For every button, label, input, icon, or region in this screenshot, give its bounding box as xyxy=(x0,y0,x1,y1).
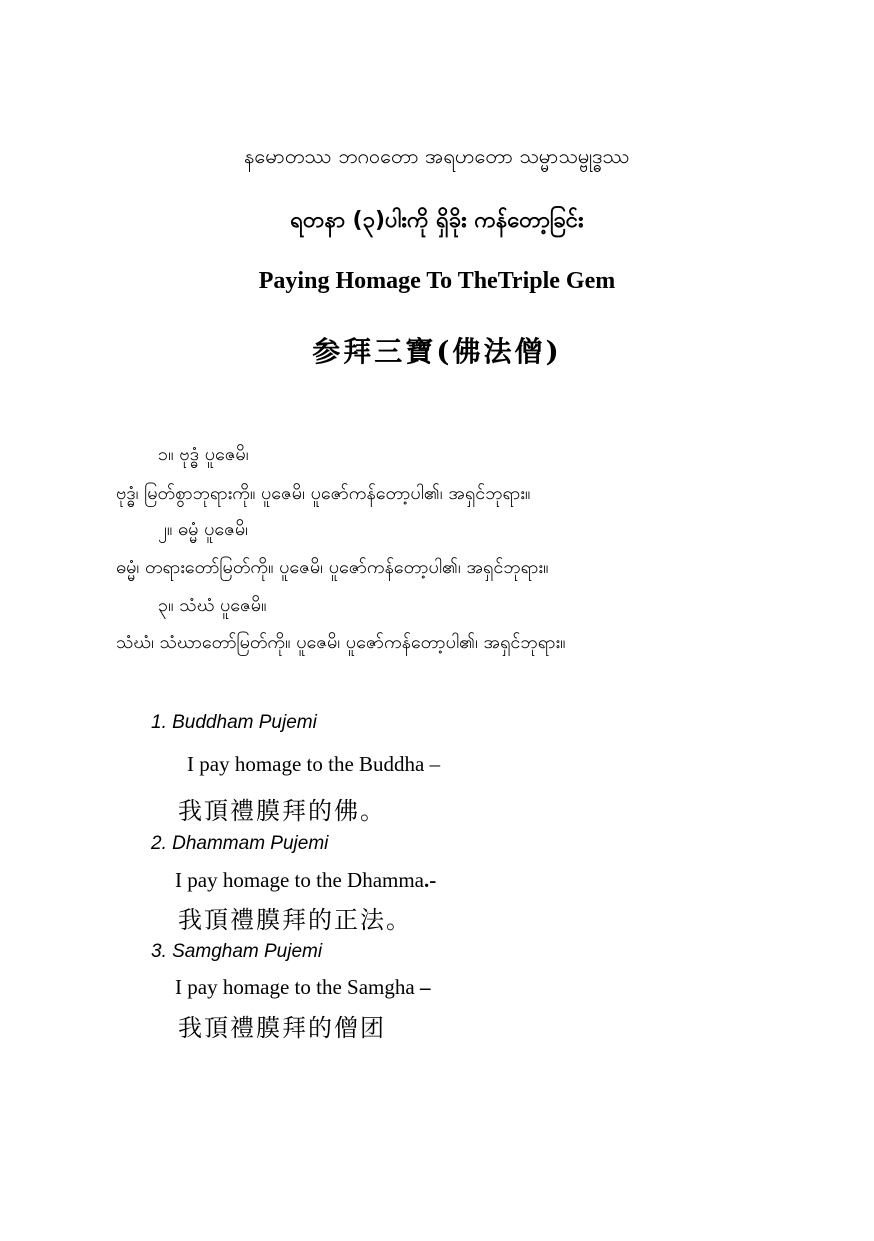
myanmar-verse-heading-1: ၁။ ဗုဒ္ဓံ ပူဇေမိ၊ xyxy=(158,444,249,465)
chinese-item-2: 我頂禮膜拜的正法。 xyxy=(178,906,412,934)
myanmar-verse-heading-2: ၂။ ဓမ္မံ ပူဇေမိ၊ xyxy=(158,519,249,540)
english-item-3 xyxy=(175,975,430,1000)
myanmar-verse-text-3: သံဃံ၊ သံဃာတော်မြတ်ကို။ ပူဇေမိ၊ ပူဇော်ကန်တော့ပါ၏၊ အရှင်ဘုရား။ xyxy=(116,632,566,653)
english-item-2-suffix: .- xyxy=(424,868,437,892)
pali-salutation: နမောတဿ ဘဂဝတော အရဟတော သမ္မာသမ္ဗုဒ္ဓဿ xyxy=(243,144,630,168)
myanmar-verse-heading-3: ၃။ သံဃံ ပူဇေမိ။ xyxy=(158,595,267,616)
english-item-3-text: I pay homage to the Samgha xyxy=(175,975,420,999)
english-item-1: I pay homage to the Buddha – xyxy=(187,752,441,776)
myanmar-verse-text-1: ဗုဒ္ဓံ၊ မြတ်စွာဘုရားကို။ ပူဇေမိ၊ ပူဇော်ကန်တော့ပါ၏၊ အရှင်ဘုရား။ xyxy=(116,483,531,504)
myanmar-verse-text-2: ဓမ္မံ၊ တရားတော်မြတ်ကို။ ပူဇေမိ၊ ပူဇော်ကန်တော့ပါ၏၊ အရှင်ဘုရား။ xyxy=(116,557,549,578)
english-item-2 xyxy=(175,868,436,893)
pali-item-1: 1. Buddham Pujemi xyxy=(151,712,317,733)
myanmar-title: ရတနာ (၃)ပါးကို ရှိခိုး ကန်တော့ခြင်း xyxy=(290,208,584,233)
pali-item-3: 3. Samgham Pujemi xyxy=(151,941,323,962)
english-title: Paying Homage To TheTriple Gem xyxy=(258,268,616,294)
chinese-item-1: 我頂禮膜拜的佛。 xyxy=(178,797,386,825)
english-item-2-text: I pay homage to the Dhamma xyxy=(175,868,425,892)
english-item-3-suffix: – xyxy=(419,975,431,999)
chinese-item-3: 我頂禮膜拜的僧团 xyxy=(178,1014,386,1042)
chinese-title: 参拜三寶(佛法僧) xyxy=(312,335,562,368)
pali-item-2: 2. Dhammam Pujemi xyxy=(151,833,329,854)
